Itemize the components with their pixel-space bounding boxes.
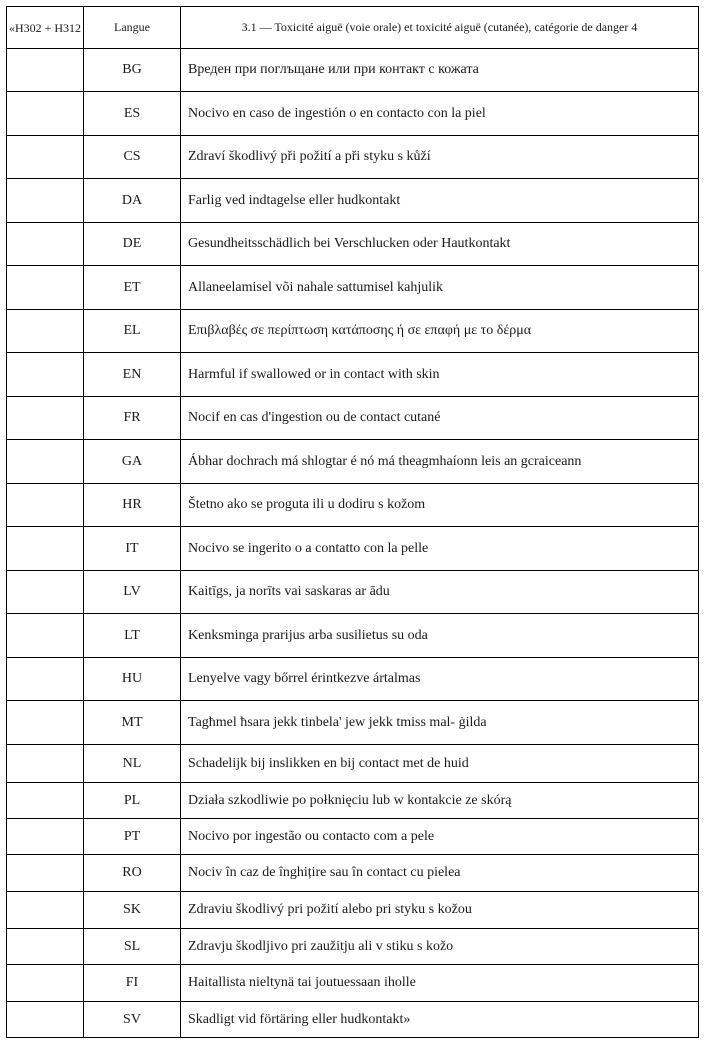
hazard-statement-cell: Schadelijk bij inslikken en bij contact met de huid [181, 745, 699, 783]
hazard-code-cell [7, 701, 84, 745]
hazard-statement-cell: Nocivo en caso de ingestión o en contacto con la piel [181, 92, 699, 136]
table-row [7, 658, 699, 701]
hazard-code-cell [7, 1002, 84, 1038]
hazard-code-cell [7, 819, 84, 855]
language-code-cell: IT [84, 527, 181, 571]
table-row [7, 179, 699, 223]
table-row [7, 892, 699, 929]
language-code-cell: RO [84, 855, 181, 892]
hazard-statement-cell: Farlig ved indtagelse eller hudkontakt [181, 179, 699, 223]
table-row [7, 527, 699, 571]
hazard-code-cell [7, 929, 84, 965]
language-code-cell: SV [84, 1002, 181, 1038]
hazard-code-cell [7, 397, 84, 440]
table-row [7, 929, 699, 965]
table-body [7, 49, 699, 1038]
table-row [7, 397, 699, 440]
hazard-code-cell [7, 527, 84, 571]
hazard-statement-cell: Kaitīgs, ja norīts vai saskaras ar ādu [181, 571, 699, 614]
language-code-cell: NL [84, 745, 181, 783]
table-row [7, 92, 699, 136]
language-code-cell: SK [84, 892, 181, 929]
hazard-code-cell [7, 484, 84, 527]
hazard-code-cell [7, 965, 84, 1002]
hazard-statement-cell: Επιβλαβές σε περίπτωση κατάποσης ή σε επαφή με το δέρμα [181, 310, 699, 353]
table-row [7, 965, 699, 1002]
hazard-statement-cell: Zdravju škodljivo pri zaužitju ali v stiku s kožo [181, 929, 699, 965]
hazard-code-cell [7, 614, 84, 658]
language-code-cell: DA [84, 179, 181, 223]
hazard-statement-cell: Gesundheitsschädlich bei Verschlucken oder Hautkontakt [181, 223, 699, 266]
language-code-cell: ES [84, 92, 181, 136]
hazard-statement-cell: Zdraviu škodlivý pri požití alebo pri styku s kožou [181, 892, 699, 929]
hazard-statement-cell: Działa szkodliwie po połknięciu lub w kontakcie ze skórą [181, 783, 699, 819]
language-code-cell: DE [84, 223, 181, 266]
hazard-statement-cell: Zdraví škodlivý při požití a při styku s kůží [181, 136, 699, 179]
hazard-statement-cell: Tagħmel ħsara jekk tinbela' jew jekk tmiss mal- ġilda [181, 701, 699, 745]
hazard-code-cell [7, 223, 84, 266]
table-row [7, 266, 699, 310]
language-code-cell: LV [84, 571, 181, 614]
hazard-statement-cell: Harmful if swallowed or in contact with skin [181, 353, 699, 397]
language-code-cell: BG [84, 49, 181, 92]
table-row [7, 136, 699, 179]
language-code-cell: FR [84, 397, 181, 440]
hazard-statement-cell: Kenksminga prarijus arba susilietus su oda [181, 614, 699, 658]
table-row [7, 783, 699, 819]
hazard-code-cell [7, 745, 84, 783]
language-code-cell: ET [84, 266, 181, 310]
table-header-row [7, 7, 699, 49]
hazard-code-cell [7, 179, 84, 223]
table-row [7, 745, 699, 783]
hazard-statement-cell: Nocif en cas d'ingestion ou de contact cutané [181, 397, 699, 440]
hazard-statement-cell: Lenyelve vagy bőrrel érintkezve ártalmas [181, 658, 699, 701]
language-code-cell: PL [84, 783, 181, 819]
language-code-cell: EN [84, 353, 181, 397]
hazard-code-cell [7, 892, 84, 929]
language-code-cell: HU [84, 658, 181, 701]
hazard-statement-cell: Haitallista nieltynä tai joutuessaan iholle [181, 965, 699, 1002]
hazard-code-cell [7, 571, 84, 614]
table-row [7, 571, 699, 614]
language-code-cell: LT [84, 614, 181, 658]
language-code-cell: GA [84, 440, 181, 484]
table-row [7, 440, 699, 484]
table-row [7, 1002, 699, 1038]
document-page [6, 6, 698, 1038]
hazard-statement-cell: Skadligt vid förtäring eller hudkontakt» [181, 1002, 699, 1038]
hazard-code-cell [7, 310, 84, 353]
hazard-statement-cell: Nociv în caz de înghițire sau în contact cu pielea [181, 855, 699, 892]
hazard-code-header: «H302 + H312 [7, 7, 84, 49]
table-row [7, 353, 699, 397]
table-row [7, 819, 699, 855]
language-code-cell: SL [84, 929, 181, 965]
table-row [7, 310, 699, 353]
hazard-code-cell [7, 49, 84, 92]
language-code-cell: FI [84, 965, 181, 1002]
hazard-statement-cell: Вреден при поглъщане или при контакт с кожата [181, 49, 699, 92]
hazard-code-cell [7, 658, 84, 701]
language-code-cell: MT [84, 701, 181, 745]
language-column-header: Langue [84, 7, 181, 49]
hazard-code-cell [7, 136, 84, 179]
hazard-statement-cell: Ábhar dochrach má shlogtar é nó má theagmhaíonn leis an gcraiceann [181, 440, 699, 484]
language-code-cell: CS [84, 136, 181, 179]
hazard-code-cell [7, 266, 84, 310]
table-row [7, 701, 699, 745]
hazard-code-cell [7, 92, 84, 136]
language-code-cell: PT [84, 819, 181, 855]
hazard-statement-cell: Nocivo por ingestão ou contacto com a pele [181, 819, 699, 855]
hazard-code-cell [7, 783, 84, 819]
table-row [7, 614, 699, 658]
hazard-statement-cell: Nocivo se ingerito o a contatto con la pelle [181, 527, 699, 571]
hazard-code-cell [7, 855, 84, 892]
language-code-cell: HR [84, 484, 181, 527]
table-row [7, 855, 699, 892]
table-row [7, 484, 699, 527]
hazard-statement-cell: Allaneelamisel või nahale sattumisel kahjulik [181, 266, 699, 310]
table-row [7, 49, 699, 92]
table-row [7, 223, 699, 266]
hazard-category-header: 3.1 — Toxicité aiguë (voie orale) et toxicité aiguë (cutanée), catégorie de danger 4 [181, 7, 699, 49]
language-code-cell: EL [84, 310, 181, 353]
hazard-statement-cell: Štetno ako se proguta ili u dodiru s kožom [181, 484, 699, 527]
hazard-statement-table [6, 6, 699, 1038]
hazard-code-cell [7, 353, 84, 397]
hazard-code-cell [7, 440, 84, 484]
